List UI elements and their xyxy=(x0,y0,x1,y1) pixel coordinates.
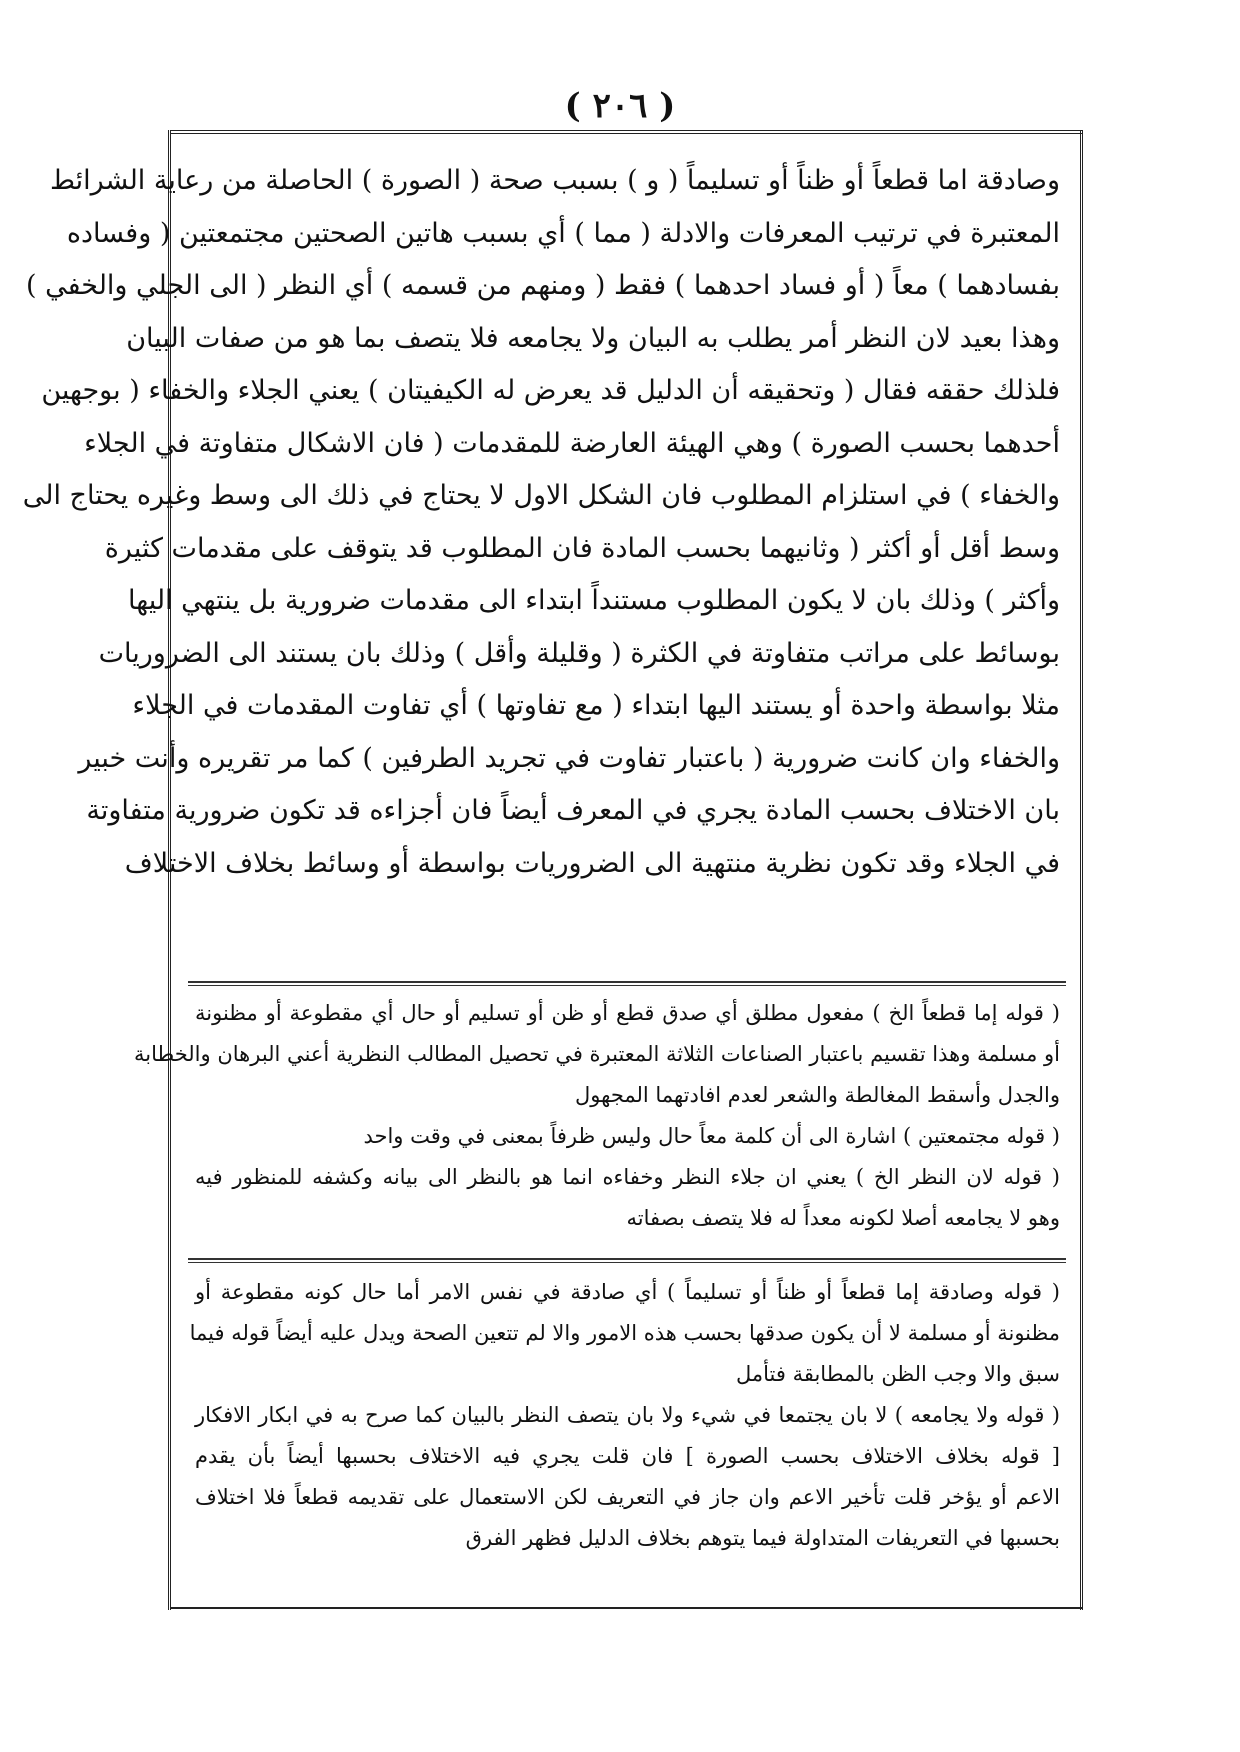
main-line-1: وصادقة اما قطعاً أو ظناً أو تسليماً ( و ) بسبب صحة ( الصورة ) الحاصلة من رعاية الشرائط xyxy=(49,165,1060,196)
notes-separator-2-thin xyxy=(188,1262,1066,1263)
main-line-3: بفسادهما ) معاً ( أو فساد احدهما ) فقط ( ومنهم من قسمه ) أي النظر ( الى الجلي والخفي ) xyxy=(25,270,1060,301)
note-line: [ قوله بخلاف الاختلاف بحسب الصورة ] فان قلت يجري فيه الاختلاف بحسبها أيضاً بأن يقدم xyxy=(195,1444,1060,1468)
notes-separator-1 xyxy=(188,981,1066,983)
note-line: ( قوله إما قطعاً الخ ) مفعول مطلق أي صدق قطع أو ظن أو تسليم أو حال أي مقطوعة أو مظنونة xyxy=(195,1001,1060,1025)
note-line: ( قوله ولا يجامعه ) لا بان يجتمعا في شيء ولا بان يتصف النظر بالبيان كما صرح به في ابكار الافكار xyxy=(195,1403,1060,1427)
page-number: ( ٢٠٦ ) xyxy=(564,86,676,126)
note-line: أو مسلمة وهذا تقسيم باعتبار الصناعات الثلاثة المعتبرة في تحصيل المطالب النظرية أعني البرهان والخطابة xyxy=(134,1042,1060,1066)
note-line: مظنونة أو مسلمة لا أن يكون صدقها بحسب هذه الامور والا لم تتعين الصحة ويدل عليه أيضاً قوله فيما xyxy=(189,1321,1060,1345)
main-line-5: فلذلك حققه فقال ( وتحقيقه أن الدليل قد يعرض له الكيفيتان ) يعني الجلاء والخفاء ( بوجهين xyxy=(41,375,1060,406)
note-line: ( قوله وصادقة إما قطعاً أو ظناً أو تسليماً ) أي صادقة في نفس الامر أما حال كونه مقطوعة أو xyxy=(195,1280,1060,1304)
main-line-12: والخفاء وان كانت ضرورية ( باعتبار تفاوت في تجريد الطرفين ) كما مر تقريره وأنت خبير xyxy=(78,742,1060,774)
main-line-10: بوسائط على مراتب متفاوتة في الكثرة ( وقليلة وأقل ) وذلك بان يستند الى الضروريات xyxy=(98,637,1060,669)
note-line: ( قوله لان النظر الخ ) يعني ان جلاء النظر وخفاءه انما هو بالنظر الى بيانه وكشفه للمنظور فيه xyxy=(195,1165,1060,1189)
main-line-2: المعتبرة في ترتيب المعرفات والادلة ( مما ) أي بسبب هاتين الصحتين مجتمعتين ( وفساده xyxy=(66,217,1060,249)
main-line-7: والخفاء ) في استلزام المطلوب فان الشكل الاول لا يحتاج في ذلك الى وسط وغيره يحتاج الى xyxy=(22,480,1060,511)
main-line-13: بان الاختلاف بحسب المادة يجري في المعرف أيضاً فان أجزاءه قد تكون ضرورية متفاوتة xyxy=(86,795,1060,826)
note-line: والجدل وأسقط المغالطة والشعر لعدم افادتهما المجهول xyxy=(575,1083,1060,1107)
main-line-6: أحدهما بحسب الصورة ) وهي الهيئة العارضة للمقدمات ( فان الاشكال متفاوتة في الجلاء xyxy=(84,427,1060,459)
commentary-notes-second xyxy=(189,1272,1060,1559)
note-line: بحسبها في التعريفات المتداولة فيما يتوهم بخلاف الدليل فظهر الفرق xyxy=(465,1526,1060,1550)
frame-bottom-rule xyxy=(170,1607,1082,1609)
main-line-4: وهذا بعيد لان النظر أمر يطلب به البيان ولا يجامعه فلا يتصف بما هو من صفات البيان xyxy=(126,322,1060,354)
note-line: ( قوله مجتمعتين ) اشارة الى أن كلمة معاً حال وليس ظرفاً بمعنى في وقت واحد xyxy=(363,1124,1060,1148)
notes-separator-1-thin xyxy=(188,985,1066,986)
notes-separator-2 xyxy=(188,1258,1066,1260)
commentary-notes-first xyxy=(134,993,1060,1239)
main-line-11: مثلا بواسطة واحدة أو يستند اليها ابتداء ( مع تفاوتها ) أي تفاوت المقدمات في الجلاء xyxy=(132,690,1060,721)
note-line: وهو لا يجامعه أصلا لكونه معداً له فلا يتصف بصفاته xyxy=(626,1206,1060,1230)
main-line-9: وأكثر ) وذلك بان لا يكون المطلوب مستنداً ابتداء الى مقدمات ضرورية بل ينتهي اليها xyxy=(128,585,1060,616)
note-line: الاعم أو يؤخر قلت تأخير الاعم وان جاز في التعريف لكن الاستعمال على تقديمه قطعاً فلا اختلاف xyxy=(195,1485,1060,1509)
note-line: سبق والا وجب الظن بالمطابقة فتأمل xyxy=(735,1362,1060,1386)
main-line-8: وسط أقل أو أكثر ( وثانيهما بحسب المادة فان المطلوب قد يتوقف على مقدمات كثيرة xyxy=(104,532,1060,564)
main-line-14: في الجلاء وقد تكون نظرية منتهية الى الضروريات بواسطة أو وسائط بخلاف الاختلاف xyxy=(124,847,1060,879)
main-text xyxy=(22,155,1060,890)
